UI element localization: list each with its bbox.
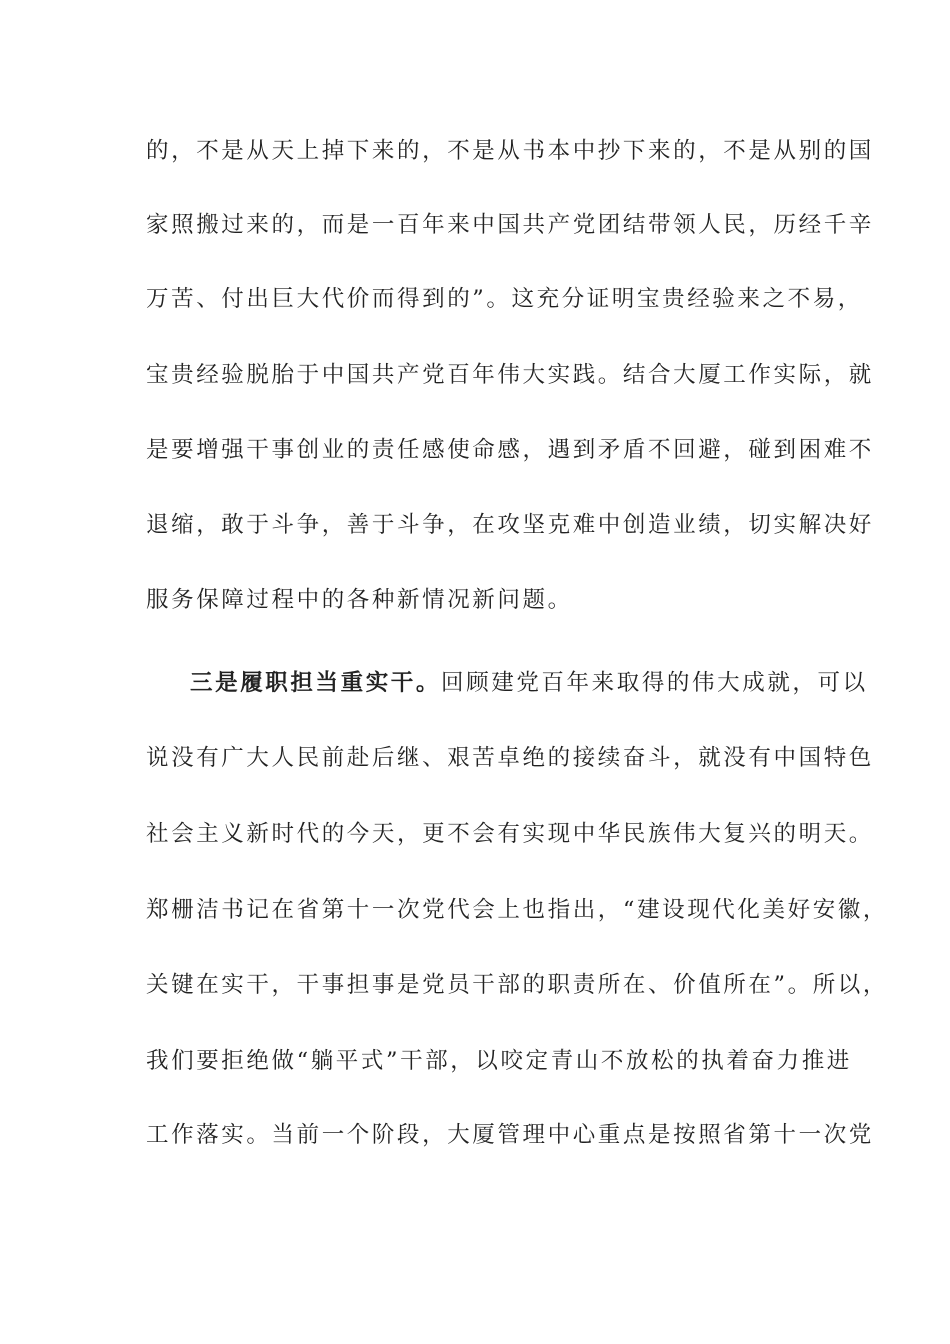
paragraph-2-line-6: 我们要拒绝做“躺平式”干部，以咬定青山不放松的执着奋力推进 (146, 1048, 852, 1074)
paragraph-1-line-7: 服务保障过程中的各种新情况新问题。 (146, 587, 573, 613)
paragraph-1-line-5: 是要增强干事创业的责任感使命感，遇到矛盾不回避，碰到困难不 (146, 437, 874, 463)
paragraph-2-line-2: 说没有广大人民前赴后继、艰苦卓绝的接续奋斗，就没有中国特色 (146, 745, 874, 771)
paragraph-2-line-3: 社会主义新时代的今天，更不会有实现中华民族伟大复兴的明天。 (146, 821, 874, 847)
paragraph-1-line-3: 万苦、付出巨大代价而得到的”。这充分证明宝贵经验来之不易， (146, 286, 863, 312)
paragraph-1-line-4: 宝贵经验脱胎于中国共产党百年伟大实践。结合大厦工作实际，就 (146, 362, 874, 388)
paragraph-2-first-line-rest: 回顾建党百年来取得的伟大成就，可以 (441, 670, 868, 696)
paragraph-2-line-7: 工作落实。当前一个阶段，大厦管理中心重点是按照省第十一次党 (146, 1122, 874, 1148)
paragraph-2-line-5: 关键在实干，干事担事是党员干部的职责所在、价值所在”。所以， (146, 972, 889, 998)
paragraph-2-heading: 三是履职担当重实干。 (190, 670, 442, 696)
paragraph-2-line-4: 郑栅洁书记在省第十一次党代会上也指出，“建设现代化美好安徽， (146, 897, 889, 923)
paragraph-1-line-2: 家照搬过来的，而是一百年来中国共产党团结带领人民，历经千辛 (146, 212, 874, 238)
paragraph-1-line-6: 退缩，敢于斗争，善于斗争，在攻坚克难中创造业绩，切实解决好 (146, 512, 874, 538)
paragraph-2-line-1 (190, 667, 868, 699)
paragraph-1-line-1: 的，不是从天上掉下来的，不是从书本中抄下来的，不是从别的国 (146, 138, 874, 164)
